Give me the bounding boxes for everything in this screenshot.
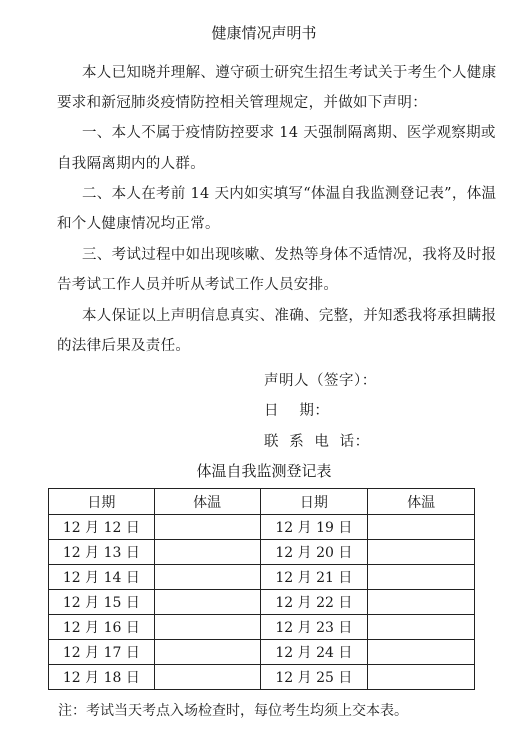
paragraph-1-line-1: 本人已知晓并理解、遵守硕士研究生招生考试关于考生个人健康 <box>82 65 497 81</box>
temperature-cell[interactable] <box>368 640 475 665</box>
temperature-cell[interactable] <box>368 515 475 540</box>
table-row <box>49 640 475 665</box>
paragraph-5-line-1: 本人保证以上声明信息真实、准确、完整，并知悉我将承担瞒报 <box>82 308 497 324</box>
paragraph-5-line-2: 的法律后果及责任。 <box>57 338 191 354</box>
table-title: 体温自我监测登记表 <box>196 462 332 480</box>
temperature-cell[interactable] <box>154 565 260 590</box>
date-cell: 12 月 18 日 <box>49 665 155 690</box>
temperature-cell[interactable] <box>368 565 475 590</box>
paragraph-2-line-1: 一、本人不属于疫情防控要求 14 天强制隔离期、医学观察期或 <box>82 125 496 141</box>
table-row <box>49 540 475 565</box>
temperature-cell[interactable] <box>368 665 475 690</box>
date-cell: 12 月 16 日 <box>49 615 155 640</box>
temperature-cell[interactable] <box>154 615 260 640</box>
header-date-1: 日期 <box>49 489 155 515</box>
paragraph-4-line-1: 三、考试过程中如出现咳嗽、发热等身体不适情况，我将及时报 <box>82 247 497 263</box>
date-cell: 12 月 19 日 <box>260 515 368 540</box>
temperature-cell[interactable] <box>368 540 475 565</box>
temperature-cell[interactable] <box>154 540 260 565</box>
header-temperature-1: 体温 <box>154 489 260 515</box>
date-cell: 12 月 21 日 <box>260 565 368 590</box>
date-label: 日 期： <box>264 403 330 419</box>
paragraph-4-line-2: 告考试工作人员并听从考试工作人员安排。 <box>57 277 339 293</box>
document-title: 健康情况声明书 <box>211 24 317 42</box>
temperature-cell[interactable] <box>154 640 260 665</box>
temperature-cell[interactable] <box>154 665 260 690</box>
date-cell: 12 月 23 日 <box>260 615 368 640</box>
date-cell: 12 月 24 日 <box>260 640 368 665</box>
table-row <box>49 665 475 690</box>
date-cell: 12 月 22 日 <box>260 590 368 615</box>
temperature-cell[interactable] <box>368 590 475 615</box>
date-cell: 12 月 15 日 <box>49 590 155 615</box>
table-row <box>49 590 475 615</box>
declarant-signature-label: 声明人（签字）： <box>264 373 377 389</box>
temperature-cell[interactable] <box>154 515 260 540</box>
header-temperature-2: 体温 <box>368 489 475 515</box>
paragraph-3-line-1: 二、本人在考前 14 天内如实填写“体温自我监测登记表”，体温 <box>82 186 497 202</box>
date-cell: 12 月 17 日 <box>49 640 155 665</box>
paragraph-2-line-2: 自我隔离期内的人群。 <box>57 156 205 172</box>
paragraph-3-line-2: 和个人健康情况均正常。 <box>57 216 220 232</box>
table-header-row <box>49 489 475 515</box>
header-date-2: 日期 <box>260 489 368 515</box>
date-cell: 12 月 13 日 <box>49 540 155 565</box>
temperature-cell[interactable] <box>368 615 475 640</box>
date-cell: 12 月 20 日 <box>260 540 368 565</box>
date-cell: 12 月 25 日 <box>260 665 368 690</box>
temperature-log-table <box>48 488 475 690</box>
table-row <box>49 615 475 640</box>
date-cell: 12 月 12 日 <box>49 515 155 540</box>
phone-label: 联 系 电 话： <box>264 434 370 450</box>
temperature-cell[interactable] <box>154 590 260 615</box>
paragraph-1-line-2: 要求和新冠肺炎疫情防控相关管理规定，并做如下声明： <box>57 95 427 111</box>
date-cell: 12 月 14 日 <box>49 565 155 590</box>
table-row <box>49 565 475 590</box>
table-row <box>49 515 475 540</box>
footnote: 注：考试当天考点入场检查时，每位考生均须上交本表。 <box>58 703 408 719</box>
